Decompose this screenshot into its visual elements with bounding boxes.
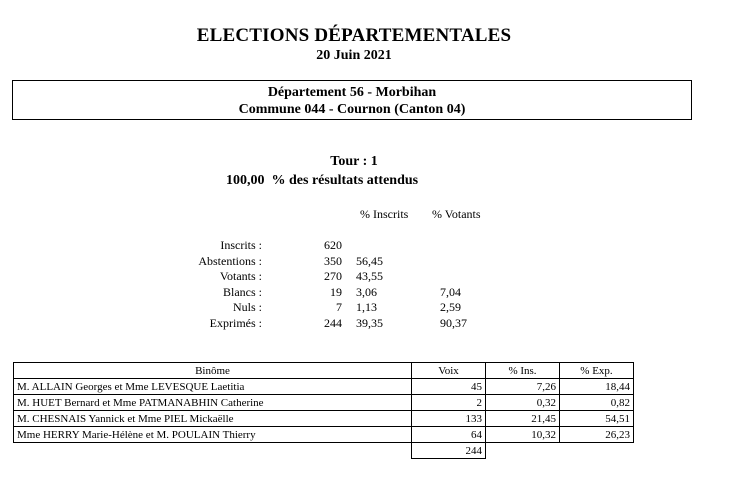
pct-ins-header: % Ins. xyxy=(486,363,560,379)
stats-row xyxy=(0,269,729,284)
pct-inscrits-header: % Inscrits xyxy=(360,207,409,221)
stats-value: 270 xyxy=(324,269,342,284)
pct-exp-cell: 54,51 xyxy=(560,411,634,427)
stats-pct-inscrits: 1,13 xyxy=(356,300,377,315)
pct-votants-header: % Votants xyxy=(432,207,481,221)
stats-pct-inscrits: 3,06 xyxy=(356,284,377,299)
stats-pct-inscrits: 43,55 xyxy=(356,269,383,284)
pct-exp-cell: 26,23 xyxy=(560,427,634,443)
stats-row xyxy=(0,238,729,253)
voix-cell: 2 xyxy=(412,395,486,411)
stats-row xyxy=(0,316,729,331)
voix-cell: 133 xyxy=(412,411,486,427)
table-row xyxy=(14,395,634,411)
total-spacer xyxy=(14,443,412,459)
total-spacer xyxy=(486,443,560,459)
stats-row xyxy=(0,254,729,269)
table-row xyxy=(14,411,634,427)
election-date: 20 Juin 2021 xyxy=(316,48,392,63)
stats-pct-inscrits: 39,35 xyxy=(356,316,383,330)
voix-cell: 45 xyxy=(412,379,486,395)
stats-label: Abstentions : xyxy=(198,253,262,268)
stats-label: Inscrits : xyxy=(220,238,262,252)
pct-ins-cell: 0,32 xyxy=(486,395,560,411)
stats-pct-votants: 7,04 xyxy=(440,284,461,299)
total-spacer xyxy=(560,443,634,459)
binome-header: Binôme xyxy=(14,363,412,379)
binome-cell: M. HUET Bernard et Mme PATMANABHIN Catherine xyxy=(14,395,412,411)
results-table xyxy=(13,362,634,459)
voix-header: Voix xyxy=(412,363,486,379)
stats-row xyxy=(0,285,729,300)
stats-value: 19 xyxy=(330,284,342,299)
location-box xyxy=(12,80,692,120)
commune-label: Commune 044 - Cournon (Canton 04) xyxy=(238,102,466,117)
stats-row xyxy=(0,300,729,315)
stats-label: Blancs : xyxy=(223,284,262,299)
total-row xyxy=(14,443,634,459)
stats-label: Nuls : xyxy=(232,300,262,315)
stats-pct-votants: 90,37 xyxy=(440,316,467,330)
binome-cell: M. ALLAIN Georges et Mme LEVESQUE Laetitia xyxy=(14,379,412,395)
stats-value: 244 xyxy=(324,316,342,330)
stats-pct-votants: 2,59 xyxy=(440,300,461,315)
stats-value: 350 xyxy=(324,253,342,268)
pct-ins-cell: 21,45 xyxy=(486,411,560,427)
binome-cell: M. CHESNAIS Yannick et Mme PIEL Mickaëlle xyxy=(14,411,412,427)
stats-value: 620 xyxy=(324,238,342,252)
table-row xyxy=(14,379,634,395)
stats-label: Votants : xyxy=(219,269,262,284)
pct-exp-header: % Exp. xyxy=(560,363,634,379)
pct-exp-cell: 0,82 xyxy=(560,395,634,411)
tour-label: Tour : 1 xyxy=(330,154,378,169)
pct-ins-cell: 7,26 xyxy=(486,379,560,395)
election-title: ELECTIONS DÉPARTEMENTALES xyxy=(196,25,512,46)
total-voix-cell: 244 xyxy=(412,443,486,459)
stats-label: Exprimés : xyxy=(209,316,262,330)
table-row xyxy=(14,427,634,443)
voix-cell: 64 xyxy=(412,427,486,443)
departement-label: Département 56 - Morbihan xyxy=(267,85,437,100)
binome-cell: Mme HERRY Marie-Hélène et M. POULAIN Thierry xyxy=(14,427,412,443)
results-header-row xyxy=(14,363,634,379)
results-expected-label: 100,00 % des résultats attendus xyxy=(226,173,419,188)
stats-pct-inscrits: 56,45 xyxy=(356,253,383,268)
pct-ins-cell: 10,32 xyxy=(486,427,560,443)
pct-exp-cell: 18,44 xyxy=(560,379,634,395)
stats-value: 7 xyxy=(336,300,342,315)
